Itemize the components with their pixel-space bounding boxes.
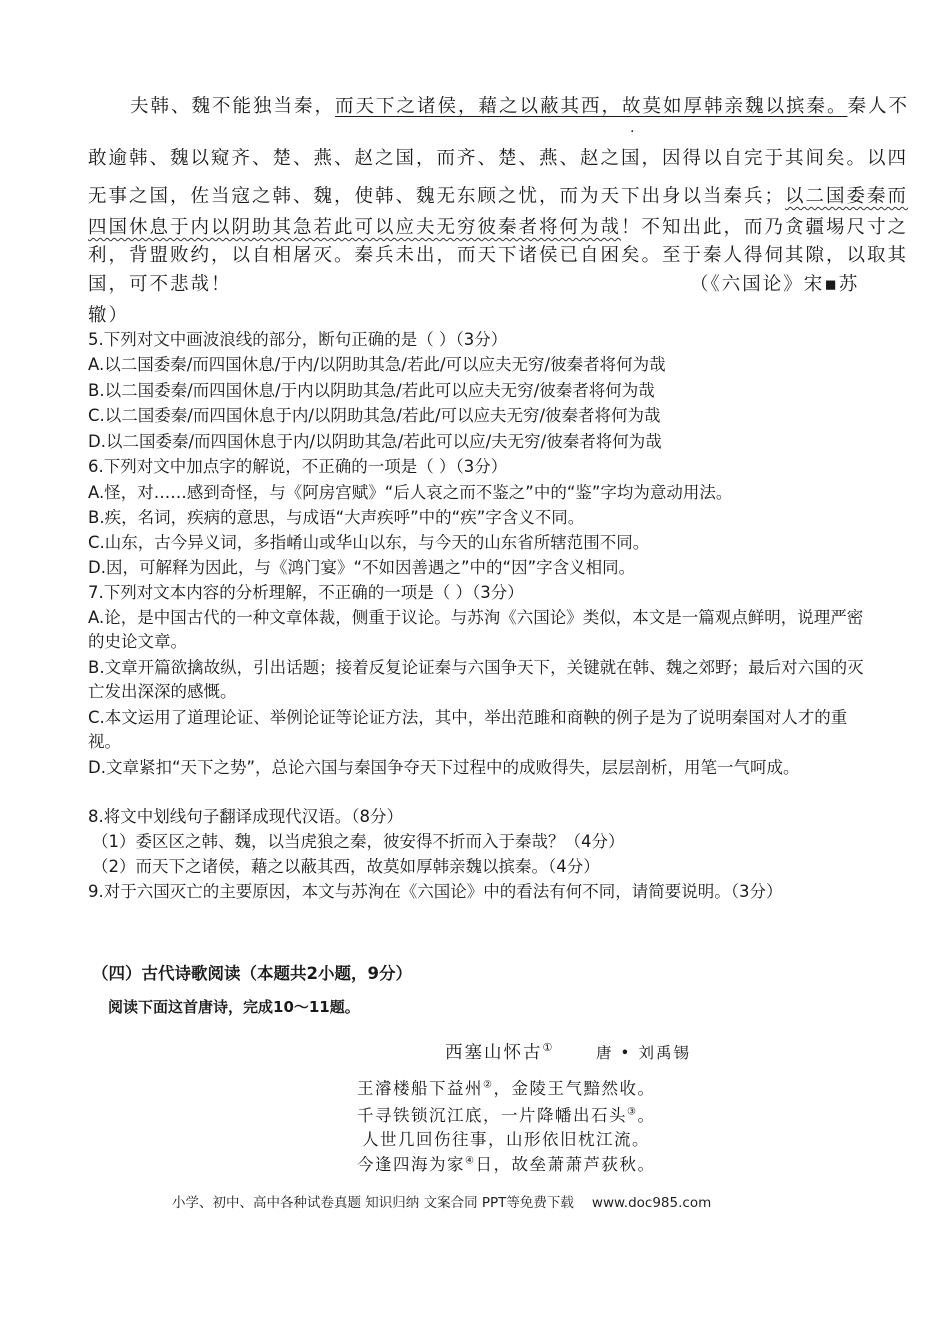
underlined-sentence: 而天下之诸侯，藉之以蔽其西，故莫如厚韩亲魏以摈秦。 (335, 96, 848, 117)
footnote-marker: ③ (627, 1106, 638, 1118)
option-7b: B.文章开篇欲擒故纵，引出话题；接着反复论证秦与六国争天下，关键就在韩、魏之郊野；最后对六国的灭亡发出深深的感慨。 (88, 658, 864, 701)
poem-line-4 (357, 1151, 655, 1175)
poem-title (445, 1039, 554, 1064)
poem-line-3: 人世几回伤往事，山形依旧枕江流。 (362, 1130, 650, 1149)
option-6a: A.怪，对……感到奇怪，与《阿房宫赋》“后人哀之而不鉴之”中的“鉴”字均为意动用法。 (88, 483, 733, 502)
wavy-underlined-text: 四国休息于内以阴助其急若此可以应夫无穷彼秦者将何为哉 (88, 217, 622, 238)
passage-text: 夫韩、魏不能独当秦， (130, 96, 336, 117)
footer-text: 小学、初中、高中各种试卷真题 知识归纳 文案合同 PPT等免费下载 (172, 1195, 574, 1211)
wavy-underlined-text: 以二国委秦而 (785, 186, 909, 207)
footnote-marker: ① (542, 1041, 555, 1055)
passage-line-1 (88, 92, 910, 118)
passage-text: 国，可不悲哉！ (88, 274, 232, 295)
passage-text: ！不知出此，而乃贪疆埸尺寸之 (621, 217, 909, 238)
passage-line-5: 利，背盟败约，以自相屠灭。秦兵未出，而天下诸侯已自困矣。至于秦人得伺其隙，以取其 (88, 245, 909, 266)
footnote-marker: ② (483, 1079, 494, 1091)
poem-text: 王濬楼船下益州 (357, 1079, 483, 1098)
section-heading: （四）古代诗歌阅读（本题共2小题，9分） (92, 964, 412, 983)
poem-title-text: 西塞山怀古 (445, 1043, 543, 1063)
passage-line-2: 敢逾韩、魏以窥齐、楚、燕、赵之国，而齐、楚、燕、赵之国，因得以自完于其间矣。以四 (88, 148, 909, 169)
poem-text: 今逢四海为家 (357, 1155, 465, 1174)
page-footer (172, 1191, 711, 1211)
poem-line-2 (357, 1102, 655, 1126)
section-instruction: 阅读下面这首唐诗，完成10～11题。 (108, 998, 360, 1016)
question-6: 6.下列对文中加点字的解说，不正确的一项是（ ）（3分） (88, 457, 508, 476)
option-7d: D.文章紧扣“天下之势”，总论六国与秦国争夺天下过程中的成败得失，层层剖析，用笔一气呵成。 (88, 758, 800, 777)
question-9: 9.对于六国灭亡的主要原因，本文与苏洵在《六国论》中的看法有何不同，请简要说明。（3分） (88, 882, 783, 901)
passage-text: 秦人不 (847, 96, 910, 117)
option-6d: D.因，可解释为因此，与《鸿门宴》“不如因善遇之”中的“因”字含义相同。 (88, 558, 636, 577)
question-7: 7.下列对文本内容的分析理解，不正确的一项是（ ）（3分） (88, 583, 524, 602)
passage-line-6 (88, 270, 868, 296)
poem-author: 唐 • 刘禹锡 (596, 1044, 691, 1062)
question-8: 8.将文中划线句子翻译成现代汉语。（8分） (88, 807, 403, 826)
option-7a: A.论，是中国古代的一种文章体裁，侧重于议论。与苏洵《六国论》类似，本文是一篇观点鲜明，说理严密的史论文章。 (88, 608, 864, 651)
passage-line-4 (88, 213, 909, 239)
poem-text: 千寻铁锁沉江底，一片降幡出石头 (357, 1106, 627, 1125)
emphasis-dot: . (630, 120, 635, 136)
poem-text: 。 (637, 1106, 656, 1125)
option-5c: C.以二国委秦/而四国休息于内/以阴助其急/若此/可以应夫无穷/彼秦者将何为哉 (88, 406, 661, 425)
passage-line-7: 辙） (88, 305, 130, 326)
question-5: 5.下列对文中画波浪线的部分，断句正确的是（ ）（3分） (88, 330, 508, 349)
poem-text: ，金陵王气黯然收。 (493, 1079, 656, 1098)
poem-line-1 (357, 1075, 655, 1099)
option-5d: D.以二国委秦/而四国休息于内/以阴助其急/若此可以应/夫无穷/彼秦者将何为哉 (88, 432, 662, 451)
option-7c: C.本文运用了道理论证、举例论证等论证方法，其中，举出范雎和商鞅的例子是为了说明秦国对人才的重视。 (88, 708, 848, 751)
passage-source: （《六国论》宋▪苏 (690, 274, 860, 295)
passage-text: 无事之国，佐当寇之韩、魏，使韩、魏无东顾之忧，而为天下出身以当秦兵； (88, 186, 786, 207)
footnote-marker: ④ (465, 1155, 476, 1167)
poem-text: 日，故垒萧萧芦荻秋。 (475, 1155, 656, 1174)
option-6c: C.山东，古今异义词，多指崤山或华山以东，与今天的山东省所辖范围不同。 (88, 533, 650, 552)
option-6b: B.疾，名词，疾病的意思，与成语“大声疾呼”中的“疾”字含义不同。 (88, 508, 585, 527)
question-8-part-1: （1）委区区之韩、魏，以当虎狼之秦，彼安得不折而入于秦哉？（4分） (92, 832, 625, 851)
option-5b: B.以二国委秦/而四国休息/于内以阴助其急/若此可以应夫无穷/彼秦者将何为哉 (88, 381, 655, 400)
footer-url-link[interactable]: www.doc985.com (591, 1195, 712, 1211)
question-8-part-2: （2）而天下之诸侯，藉之以蔽其西，故莫如厚韩亲魏以摈秦。（4分） (92, 857, 600, 876)
option-5a: A.以二国委秦/而四国休息/于内/以阴助其急/若此/可以应夫无穷/彼秦者将何为哉 (88, 355, 666, 374)
passage-line-3 (88, 182, 909, 208)
